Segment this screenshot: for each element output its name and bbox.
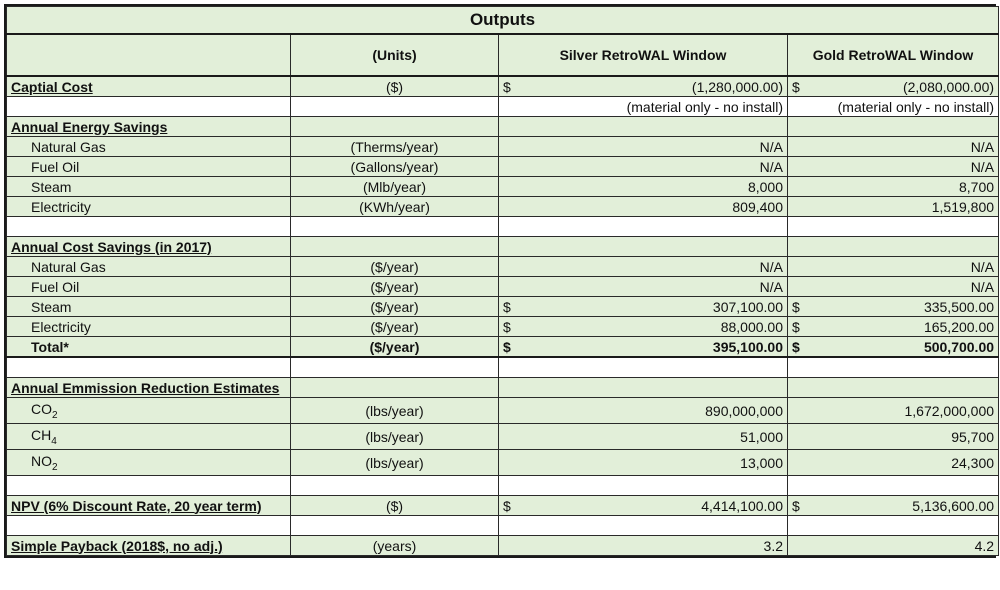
energy-row-units: (Gallons/year) xyxy=(291,157,499,177)
capital-cost-label: Captial Cost xyxy=(7,76,291,97)
emissions-row-label xyxy=(7,424,291,450)
energy-row-silver: N/A xyxy=(499,137,788,157)
outputs-table-container xyxy=(4,4,996,558)
energy-row-label: Steam xyxy=(7,177,291,197)
emissions-row-gold: 95,700 xyxy=(788,424,999,450)
cost-row-label: Fuel Oil xyxy=(7,277,291,297)
energy-row xyxy=(7,137,999,157)
cost-row-units: ($/year) xyxy=(291,297,499,317)
npv-silver-value: 4,414,100.00 xyxy=(701,497,783,514)
chemical-subscript: 2 xyxy=(52,461,58,473)
cost-row-gold xyxy=(788,277,999,297)
npv-row xyxy=(7,496,999,516)
spacer-row xyxy=(7,357,999,378)
empty-cell xyxy=(788,357,999,378)
payback-label: Simple Payback (2018$, no adj.) xyxy=(7,536,291,556)
npv-units: ($) xyxy=(291,496,499,516)
energy-row-label: Natural Gas xyxy=(7,137,291,157)
energy-row-units: (KWh/year) xyxy=(291,197,499,217)
empty-cell xyxy=(7,357,291,378)
empty-cell xyxy=(499,117,788,137)
energy-row-label: Fuel Oil xyxy=(7,157,291,177)
cost-row xyxy=(7,317,999,337)
emissions-row-units: (lbs/year) xyxy=(291,398,499,424)
currency-symbol: $ xyxy=(503,497,511,514)
cost-row-gold-value: N/A xyxy=(970,258,995,275)
capital-cost-gold-value: (2,080,000.00) xyxy=(902,78,995,95)
empty-cell xyxy=(7,217,291,237)
empty-cell xyxy=(788,217,999,237)
currency-symbol: $ xyxy=(503,318,511,335)
cost-row-gold-value: 165,200.00 xyxy=(923,318,995,335)
empty-cell xyxy=(788,117,999,137)
cost-row-label: Steam xyxy=(7,297,291,317)
cost-row-silver-value: N/A xyxy=(759,278,783,295)
cost-row-label: Electricity xyxy=(7,317,291,337)
energy-row-silver: N/A xyxy=(499,157,788,177)
emissions-row-gold: 24,300 xyxy=(788,450,999,476)
header-silver: Silver RetroWAL Window xyxy=(499,34,788,76)
chemical-formula: CH xyxy=(31,426,52,443)
empty-cell xyxy=(291,357,499,378)
cost-row-silver-value: 307,100.00 xyxy=(712,298,783,315)
currency-symbol: $ xyxy=(792,497,800,514)
header-label-cell xyxy=(7,34,291,76)
cost-total-label: Total* xyxy=(7,337,291,358)
empty-cell xyxy=(291,516,499,536)
emissions-row-silver: 51,000 xyxy=(499,424,788,450)
emissions-row-label xyxy=(7,398,291,424)
cost-row-gold xyxy=(788,317,999,337)
emissions-section-row xyxy=(7,378,999,398)
cost-total-gold-value: 500,700.00 xyxy=(923,338,995,355)
emissions-row xyxy=(7,424,999,450)
cost-row-gold xyxy=(788,297,999,317)
npv-label: NPV (6% Discount Rate, 20 year term) xyxy=(7,496,291,516)
energy-row-gold: N/A xyxy=(788,157,999,177)
cost-row-gold xyxy=(788,257,999,277)
capital-cost-silver xyxy=(499,76,788,97)
spacer-row xyxy=(7,476,999,496)
chemical-formula: CO xyxy=(31,400,52,417)
capital-cost-gold xyxy=(788,76,999,97)
emissions-section-label: Annual Emmission Reduction Estimates xyxy=(7,378,291,398)
empty-cell xyxy=(291,237,499,257)
empty-cell xyxy=(499,237,788,257)
empty-cell xyxy=(499,516,788,536)
cost-row-silver xyxy=(499,297,788,317)
energy-row xyxy=(7,197,999,217)
cost-row-units: ($/year) xyxy=(291,317,499,337)
empty-cell xyxy=(499,357,788,378)
currency-symbol: $ xyxy=(792,318,800,335)
currency-symbol: $ xyxy=(792,338,800,355)
empty-cell xyxy=(291,476,499,496)
energy-row-gold: 1,519,800 xyxy=(788,197,999,217)
currency-symbol: $ xyxy=(792,78,800,95)
energy-row-gold: N/A xyxy=(788,137,999,157)
empty-cell xyxy=(7,97,291,117)
empty-cell xyxy=(291,117,499,137)
npv-gold-value: 5,136,600.00 xyxy=(912,497,995,514)
header-gold: Gold RetroWAL Window xyxy=(788,34,999,76)
chemical-subscript: 4 xyxy=(51,435,57,447)
cost-row-units: ($/year) xyxy=(291,257,499,277)
header-units: (Units) xyxy=(291,34,499,76)
energy-row xyxy=(7,177,999,197)
currency-symbol: $ xyxy=(792,298,800,315)
payback-silver: 3.2 xyxy=(499,536,788,556)
emissions-row-gold: 1,672,000,000 xyxy=(788,398,999,424)
capital-cost-row xyxy=(7,76,999,97)
chemical-subscript: 2 xyxy=(52,409,58,421)
energy-row-label: Electricity xyxy=(7,197,291,217)
cost-row-units: ($/year) xyxy=(291,277,499,297)
energy-row-silver: 809,400 xyxy=(499,197,788,217)
emissions-row xyxy=(7,398,999,424)
empty-cell xyxy=(7,516,291,536)
energy-row xyxy=(7,157,999,177)
title-row xyxy=(7,7,999,35)
empty-cell xyxy=(499,217,788,237)
cost-total-gold xyxy=(788,337,999,358)
emissions-row-units: (lbs/year) xyxy=(291,424,499,450)
emissions-row-silver: 890,000,000 xyxy=(499,398,788,424)
empty-cell xyxy=(291,378,499,398)
cost-row-silver xyxy=(499,317,788,337)
empty-cell xyxy=(291,97,499,117)
emissions-row xyxy=(7,450,999,476)
energy-row-silver: 8,000 xyxy=(499,177,788,197)
cost-row-gold-value: 335,500.00 xyxy=(923,298,995,315)
empty-cell xyxy=(291,217,499,237)
payback-gold: 4.2 xyxy=(788,536,999,556)
cost-row-silver-value: 88,000.00 xyxy=(720,318,783,335)
cost-total-units: ($/year) xyxy=(291,337,499,358)
cost-row-silver xyxy=(499,277,788,297)
cost-row-silver xyxy=(499,257,788,277)
cost-row xyxy=(7,277,999,297)
chemical-formula: NO xyxy=(31,452,52,469)
emissions-row-silver: 13,000 xyxy=(499,450,788,476)
table-title: Outputs xyxy=(7,7,999,35)
energy-row-gold: 8,700 xyxy=(788,177,999,197)
empty-cell xyxy=(499,476,788,496)
empty-cell xyxy=(788,516,999,536)
npv-silver xyxy=(499,496,788,516)
currency-symbol: $ xyxy=(503,298,511,315)
cost-section-row xyxy=(7,237,999,257)
cost-row-gold-value: N/A xyxy=(970,278,995,295)
empty-cell xyxy=(788,476,999,496)
cost-row xyxy=(7,257,999,277)
header-row xyxy=(7,34,999,76)
empty-cell xyxy=(788,378,999,398)
payback-units: (years) xyxy=(291,536,499,556)
outputs-table xyxy=(6,6,999,556)
spacer-row xyxy=(7,516,999,536)
cost-row-silver-value: N/A xyxy=(759,258,783,275)
empty-cell xyxy=(7,476,291,496)
energy-row-units: (Therms/year) xyxy=(291,137,499,157)
cost-total-silver-value: 395,100.00 xyxy=(712,338,783,355)
capital-cost-gold-note: (material only - no install) xyxy=(788,97,999,117)
payback-row xyxy=(7,536,999,556)
npv-gold xyxy=(788,496,999,516)
energy-row-units: (Mlb/year) xyxy=(291,177,499,197)
spacer-row xyxy=(7,217,999,237)
capital-cost-note-row xyxy=(7,97,999,117)
cost-section-label: Annual Cost Savings (in 2017) xyxy=(7,237,291,257)
emissions-row-label xyxy=(7,450,291,476)
cost-total-silver xyxy=(499,337,788,358)
capital-cost-silver-value: (1,280,000.00) xyxy=(691,78,783,95)
empty-cell xyxy=(788,237,999,257)
empty-cell xyxy=(499,378,788,398)
energy-section-label: Annual Energy Savings xyxy=(7,117,291,137)
emissions-row-units: (lbs/year) xyxy=(291,450,499,476)
cost-row xyxy=(7,297,999,317)
cost-row-label: Natural Gas xyxy=(7,257,291,277)
currency-symbol: $ xyxy=(503,78,511,95)
capital-cost-units: ($) xyxy=(291,76,499,97)
capital-cost-silver-note: (material only - no install) xyxy=(499,97,788,117)
cost-total-row xyxy=(7,337,999,358)
currency-symbol: $ xyxy=(503,338,511,355)
energy-section-row xyxy=(7,117,999,137)
